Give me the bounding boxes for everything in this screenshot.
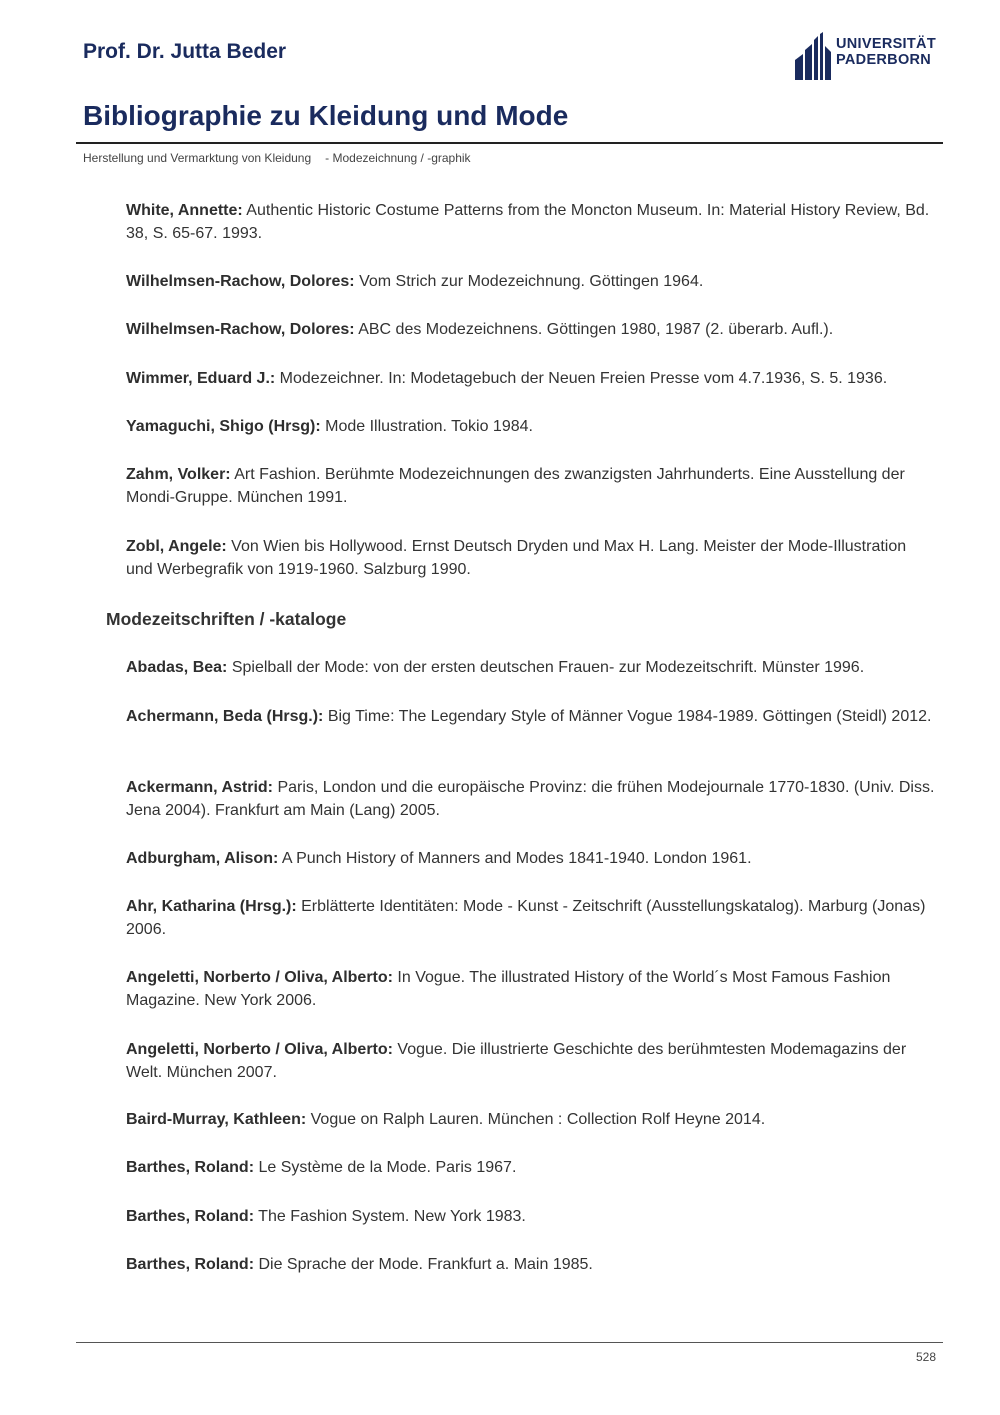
entry-author: Barthes, Roland: [126,1208,255,1225]
entry-text: Le Système de la Mode. Paris 1967. [254,1159,517,1176]
bibliography-entry [126,1254,936,1277]
entry-text: Von Wien bis Hollywood. Ernst Deutsch Dryden und Max H. Lang. Meister der Mode-Illustration und Werbegrafik von 1919-1960. Salzburg 1990. [126,538,907,578]
entry-text: Vogue on Ralph Lauren. München : Collection Rolf Heyne 2014. [306,1111,766,1128]
bibliography-entry [126,464,936,509]
logo-line-1: UNIVERSITÄT [836,36,936,52]
entry-author: Wimmer, Eduard J.: [126,370,276,387]
university-logo [794,32,944,82]
entry-author: Ackermann, Astrid: [126,779,273,796]
breadcrumb-part-2: - Modezeichnung / -graphik [325,151,471,165]
logo-text [836,36,936,68]
entry-text: In Vogue. The illustrated History of the World´s Most Famous Fashion Magazine. New York 2006. [126,969,891,1009]
entry-text: ABC des Modezeichnens. Göttingen 1980, 1987 (2. überarb. Aufl.). [354,321,834,338]
entry-author: Angeletti, Norberto / Oliva, Alberto: [126,1041,393,1058]
footer-divider [76,1342,943,1343]
bibliography-entry [126,319,936,342]
entry-author: Adburgham, Alison: [126,850,279,867]
section-heading: Modezeitschriften / -kataloge [106,609,347,629]
bibliography-entry [126,657,936,680]
entry-author: Wilhelmsen-Rachow, Dolores: [126,273,355,290]
university-building-icon [794,32,832,80]
bibliography-entry [126,1157,936,1180]
entry-author: Achermann, Beda (Hrsg.): [126,708,324,725]
entry-text: Vogue. Die illustrierte Geschichte des berühmtesten Modemagazins der Welt. München 2007. [126,1041,907,1081]
page-title: Bibliographie zu Kleidung und Mode [83,100,569,131]
entry-author: Baird-Murray, Kathleen: [126,1111,307,1128]
bibliography-entry [126,1039,936,1084]
entry-text: Vom Strich zur Modezeichnung. Göttingen 1964. [354,273,704,290]
bibliography-entry [126,368,936,391]
bibliography-entry [126,416,936,439]
bibliography-entry [126,706,936,729]
logo-line-2: PADERBORN [836,52,932,68]
bibliography-entry [126,536,936,581]
entry-author: White, Annette: [126,202,243,219]
page-author: Prof. Dr. Jutta Beder [83,40,287,63]
page-number: 528 [915,1350,936,1364]
entry-author: Zahm, Volker: [126,466,231,483]
entry-author: Abadas, Bea: [126,659,228,676]
bibliography-entry [126,1109,936,1132]
bibliography-entry [126,1206,936,1229]
bibliography-entry [126,896,936,941]
entry-text: Die Sprache der Mode. Frankfurt a. Main 1985. [254,1256,593,1273]
entry-text: Big Time: The Legendary Style of Männer Vogue 1984-1989. Göttingen (Steidl) 2012. [323,708,932,725]
entry-text: Erblätterte Identitäten: Mode - Kunst - Zeitschrift (Ausstellungskatalog). Marburg (Jonas) 2006. [126,898,926,938]
breadcrumb [83,151,471,165]
entry-text: Paris, London und die europäische Provinz: die frühen Modejournale 1770-1830. (Univ. Diss. Jena 2004). Frankfurt am Main (Lang) 2005. [126,779,935,819]
entry-author: Barthes, Roland: [126,1159,255,1176]
entry-text: A Punch History of Manners and Modes 1841-1940. London 1961. [278,850,752,867]
bibliography-entry [126,777,936,822]
entry-text: The Fashion System. New York 1983. [254,1208,526,1225]
entry-text: Mode Illustration. Tokio 1984. [320,418,533,435]
entry-author: Angeletti, Norberto / Oliva, Alberto: [126,969,393,986]
bibliography-entry [126,200,936,245]
entry-text: Art Fashion. Berühmte Modezeichnungen des zwanzigsten Jahrhunderts. Eine Ausstellung der Mondi-Gruppe. München 1991. [126,466,905,506]
entry-author: Zobl, Angele: [126,538,227,555]
breadcrumb-part-1: Herstellung und Vermarktung von Kleidung [83,151,312,165]
entry-text: Modezeichner. In: Modetagebuch der Neuen Freien Presse vom 4.7.1936, S. 5. 1936. [275,370,888,387]
bibliography-entry [126,848,936,871]
bibliography-entry [126,967,936,1012]
header-divider [76,142,943,144]
entry-text: Spielball der Mode: von der ersten deutschen Frauen- zur Modezeitschrift. Münster 1996. [227,659,865,676]
entry-author: Ahr, Katharina (Hrsg.): [126,898,297,915]
entry-author: Barthes, Roland: [126,1256,255,1273]
entry-author: Yamaguchi, Shigo (Hrsg): [126,418,321,435]
bibliography-entry [126,271,936,294]
entry-author: Wilhelmsen-Rachow, Dolores: [126,321,355,338]
entry-text: Authentic Historic Costume Patterns from the Moncton Museum. In: Material History Review, Bd. 38, S. 65-67. 1993. [126,202,930,242]
